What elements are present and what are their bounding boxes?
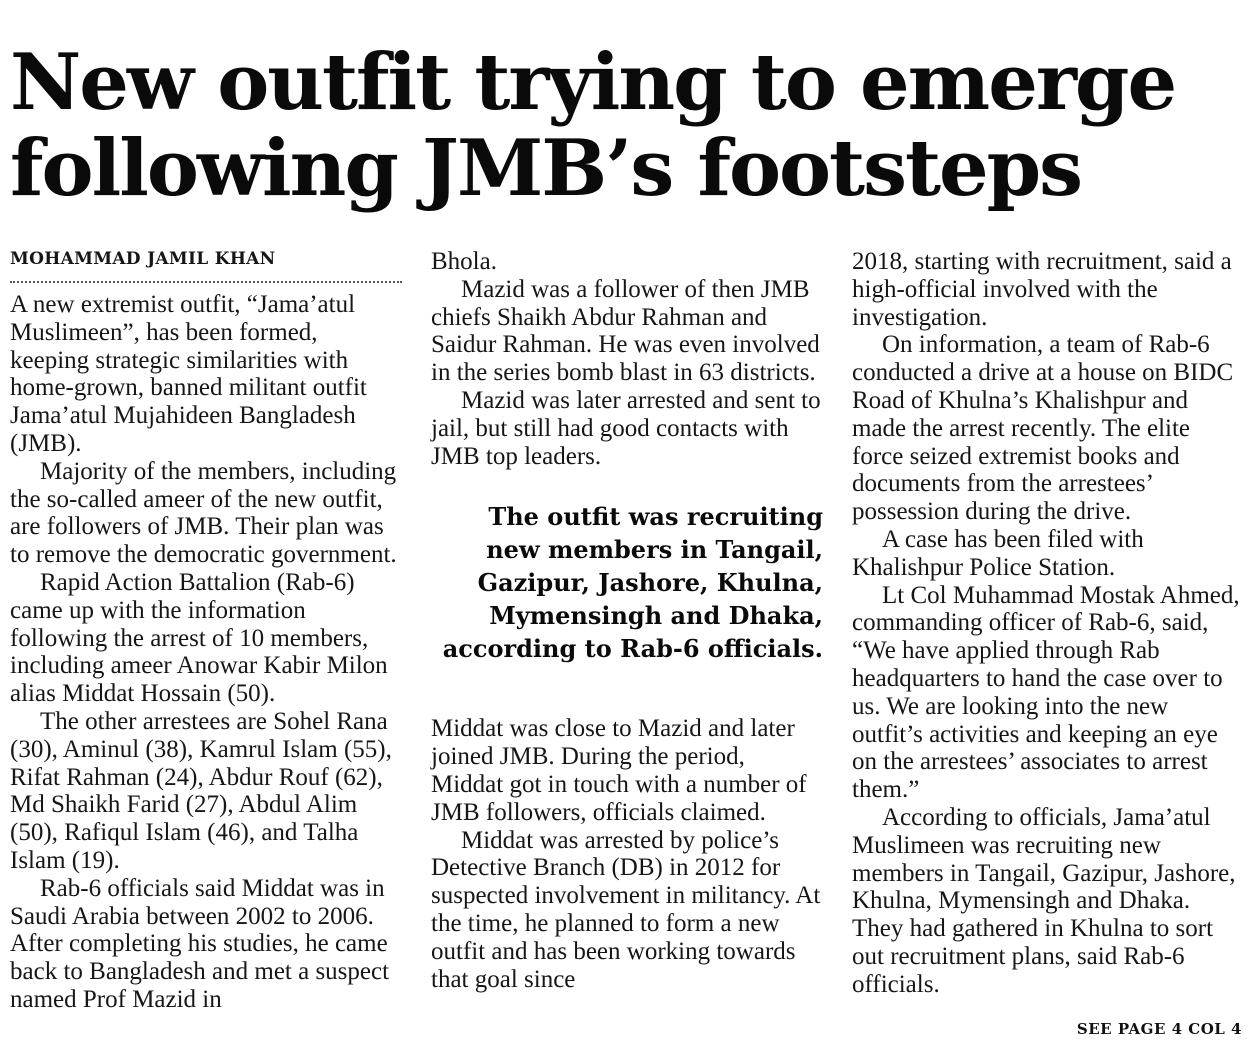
paragraph: 2018, starting with recruitment, said a high-official involved with the investigation.	[852, 248, 1232, 331]
pull-quote: The outfit was recruiting new members in Tangail, Gazipur, Jashore, Khulna, Mymensingh and Dhaka, according to Rab-6 officials.	[442, 502, 823, 664]
continuation-jump-line: SEE PAGE 4 COL 4	[1076, 1020, 1242, 1038]
paragraph: Rapid Action Battalion (Rab-6) came up with the information following the arrest of 10 members, including ameer Anowar Kabir Milon alias Middat Hossain (50).	[10, 568, 388, 708]
byline: MOHAMMAD JAMIL KHAN	[10, 248, 402, 283]
paragraph: According to officials, Jama’atul Muslimeen was recruiting new members in Tangail, Gazipur, Jashore, Khulna, Mymensingh and Dhaka. They had gathered in Khulna to sort out recruitment plans, said Rab-6 officials.	[852, 803, 1236, 998]
article-column-3	[852, 248, 1242, 999]
article-column-2	[431, 248, 823, 993]
article-column-1	[10, 248, 402, 1014]
paragraph: On information, a team of Rab-6 conducted a drive at a house on BIDC Road of Khulna’s Khalishpur and made the arrest recently. The elite force seized extremist books and documents from the arrestees’ possession during the drive.	[852, 331, 1234, 526]
paragraph: A new extremist outfit, “Jama’atul Muslimeen”, has been formed, keeping strategic similarities with home-grown, banned militant outfit Jama’atul Mujahideen Bangladesh (JMB).	[10, 291, 367, 457]
paragraph: Middat was close to Mazid and later joined JMB. During the period, Middat got in touch with a number of JMB followers, officials claimed.	[431, 715, 807, 826]
paragraph: Mazid was later arrested and sent to jail, but still had good contacts with JMB top leaders.	[431, 386, 821, 470]
paragraph: Mazid was a follower of then JMB chiefs Shaikh Abdur Rahman and Saidur Rahman. He was even involved in the series bomb blast in 63 districts.	[431, 275, 820, 387]
headline-line-1: New outfit trying to emerge	[10, 37, 1176, 128]
paragraph: Lt Col Muhammad Mostak Ahmed, commanding officer of Rab-6, said, “We have applied through Rab headquarters to hand the case over to us. We are looking into the new outfit’s activities and keeping an eye on the arrestees’ associates to arrest them.”	[852, 581, 1240, 804]
headline-line-2: following JMB’s footsteps	[10, 123, 1082, 214]
paragraph: Rab-6 officials said Middat was in Saudi Arabia between 2002 to 2006. After completing his studies, he came back to Bangladesh and met a suspect named Prof Mazid in	[10, 874, 390, 1013]
paragraph: Majority of the members, including the so-called ameer of the new outfit, are followers of JMB. Their plan was to remove the democratic government.	[10, 457, 397, 569]
headline	[10, 37, 1250, 214]
paragraph: Bhola.	[431, 248, 497, 275]
paragraph: The other arrestees are Sohel Rana (30), Aminul (38), Kamrul Islam (55), Rifat Rahman (24), Abdur Rouf (62), Md Shaikh Farid (27), Abdul Alim (50), Rafiqul Islam (46), and Talha Islam (19).	[10, 707, 392, 874]
paragraph: A case has been filed with Khalishpur Police Station.	[852, 525, 1144, 581]
paragraph: Middat was arrested by police’s Detective Branch (DB) in 2012 for suspected involvement in militancy. At the time, he planned to form a new outfit and has been working towards that goal since	[431, 826, 821, 993]
